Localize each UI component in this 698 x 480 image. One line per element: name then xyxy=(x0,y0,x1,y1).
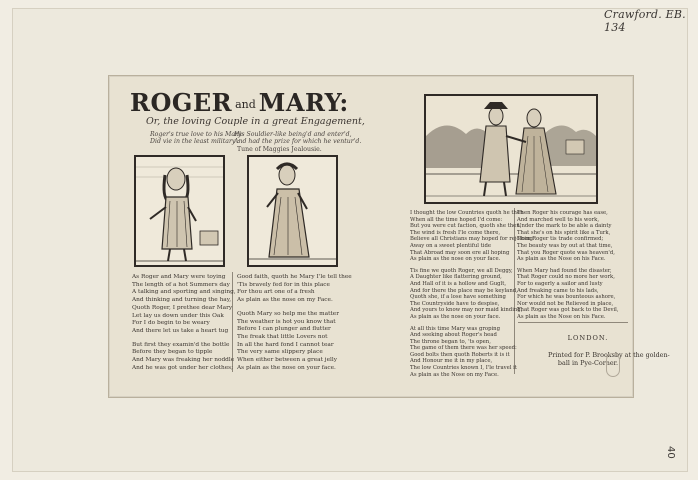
woodcut-roger xyxy=(134,155,225,267)
verse-line: In all the hard fond I cannot tear xyxy=(237,341,334,348)
verse-line: That she's on his spirit like a Turk, xyxy=(517,229,611,236)
verse-line: As plain as the Nose on his Face. xyxy=(517,313,606,320)
couple-scene-image xyxy=(426,96,596,202)
verse-line: As plain as the nose on your face. xyxy=(410,313,501,320)
verse-line: And thinking and turning the hay, xyxy=(132,297,232,304)
verse-line: Then Roger tis trade confirmed; xyxy=(517,236,604,243)
verse-line: As plain as the nose on your face. xyxy=(237,364,336,371)
verse-line: But you were cut faction, quoth she then, xyxy=(410,223,522,230)
verse-line: Under the mark to be able a dainty xyxy=(517,223,612,230)
verse-line: Before I can plunger and flutter xyxy=(237,326,331,333)
verse-line: Before they began to tipple xyxy=(132,349,213,356)
verse-line: The Countryside have to despise, xyxy=(410,300,500,307)
verse-line: The game of them there was her speed: xyxy=(410,345,517,352)
verse-line: That Roger could no more her work, xyxy=(517,274,615,281)
verse-column-2 xyxy=(237,274,352,372)
verse-line: Believe all Christians may hoped for rejoicing xyxy=(410,236,533,243)
verse-line: As plain as the nose on your face. xyxy=(410,256,501,263)
verse-line: And Mary was freaking her noddle xyxy=(132,357,235,364)
verse-line: A talking and sporting and singing, xyxy=(132,289,236,296)
verse-line: Tis fine we quoth Roger, we all Deggy, xyxy=(410,267,513,274)
broadside-subtitle: Or, the loving Couple in a great Engagement, xyxy=(146,116,365,127)
verse-line: The freak that little Lovers not xyxy=(237,333,328,340)
verse-line: And Hall of it is a hollow and Guglt, xyxy=(410,280,507,287)
verse-line: Good faith, quoth he Mary I'le tell thee xyxy=(237,274,352,280)
mary-figure-image xyxy=(249,157,336,265)
imprint-city: LONDON. xyxy=(567,334,609,342)
verse-line: The throne began to, 'ts open, xyxy=(410,338,491,345)
verse-line: And freaking came to his lads, xyxy=(517,287,599,294)
verse-line: As Roger and Mary were toying xyxy=(132,274,226,280)
verse-line: And yours to know may nor maid kinding, xyxy=(410,307,523,314)
imprint-line: ball in Pye-Corner. xyxy=(557,359,619,367)
verse-line: But first they examin'd the bottle xyxy=(132,341,230,348)
verse-line: And for there the place may be keyland, xyxy=(410,287,518,294)
verse-line: The beauty was by out at that time, xyxy=(517,242,613,249)
verse-head-right xyxy=(234,131,361,146)
imprint-line: Printed for P. Brooksby at the golden- xyxy=(548,351,670,359)
verse-column-1 xyxy=(132,274,236,372)
verse-head-left-line: Did vie in the least military : xyxy=(150,138,240,146)
verse-head-right-line: And had the prize for which he ventur'd. xyxy=(234,138,362,146)
verse-line: Quoth Roger, I prethee dear Mary xyxy=(132,304,233,311)
verse-line: The low Countries known I, I'le travel it xyxy=(410,365,517,372)
library-stamp-icon xyxy=(606,353,620,377)
verse-line: Away on a sweet plentiful tide xyxy=(410,242,491,249)
verse-line: That Roger was got back to the Devil, xyxy=(517,307,619,314)
verse-line: For to eagerly a sailor and lusty xyxy=(517,280,603,287)
title-roger: ROGER xyxy=(130,88,233,117)
woodcut-couple xyxy=(424,94,598,204)
title-and: and xyxy=(235,98,256,111)
verse-line: Quoth Mary so help me the matter xyxy=(237,310,339,317)
title-mary: MARY: xyxy=(258,88,349,117)
verse-line: When either between a great jelly xyxy=(237,357,338,364)
verse-line: 'Tis bravely fed for in this place xyxy=(237,281,330,288)
verse-line: The length of a hot Summers day xyxy=(132,281,230,288)
verse-line: I thought the low Countries quoth he then xyxy=(410,210,524,216)
catalog-mark: Crawford. EB. 134 xyxy=(604,8,686,34)
verse-line: And he was got under her clothes; xyxy=(132,364,234,371)
verse-column-3 xyxy=(410,210,533,378)
verse-line: And Honour me it in my place, xyxy=(410,358,493,365)
imprint-rule xyxy=(518,322,628,323)
verse-line: For I do begin to be weary xyxy=(132,320,210,327)
verse-line: Nor would not be Relieved in place, xyxy=(517,300,614,307)
broadside-title xyxy=(130,88,349,117)
verse-line: A Daughter like flattering ground, xyxy=(410,274,502,281)
verse-line: When all the time hoped I'd come: xyxy=(410,216,503,223)
verse-line: That you Roger quote was heaven'd, xyxy=(517,249,615,256)
tune-line: Tune of Maggies Jealousie. xyxy=(237,146,322,153)
verse-line: Let lay us down under this Oak xyxy=(132,312,224,319)
verse-line: And marched well to his work, xyxy=(517,216,600,223)
verse-head-left-line: Roger's true love to his Mary xyxy=(150,131,242,138)
edge-number: 40 xyxy=(665,446,676,459)
woodcut-mary xyxy=(247,155,338,267)
verse-line: At all this time Mary was groping xyxy=(410,325,500,332)
verse-line: The very same slippery place xyxy=(237,349,323,356)
verse-line: And seeking about Roger's head xyxy=(410,332,497,339)
verse-line: Quoth she, if a lose have something xyxy=(410,294,506,301)
verse-line: As plain as the nose on my Face. xyxy=(237,297,333,304)
verse-line: And there let us take a heart tug xyxy=(132,327,229,334)
verse-head-left xyxy=(150,131,241,146)
verse-line: As plain as the Nose on his Face. xyxy=(517,256,606,263)
verse-line: As plain as the Nose on my Face. xyxy=(410,371,499,378)
verse-line: The wind is fresh I'le come there, xyxy=(410,229,501,236)
verse-line: For which he was bounteous ashore, xyxy=(517,294,616,301)
verse-head-right-line: His Souldier-like being'd and enter'd, xyxy=(234,131,352,138)
verse-line: That Abroad may soon ere all hoping xyxy=(410,249,510,256)
roger-figure-image xyxy=(136,157,223,265)
verse-line: Then Roger his courage has ease, xyxy=(517,210,608,216)
verse-line: Good bolts then quoth Roberts it is it xyxy=(410,351,510,358)
verse-line: For thou art one of a fresh xyxy=(237,289,315,296)
verse-column-4 xyxy=(517,210,619,321)
verse-line: The weather is hot you know that xyxy=(237,318,336,325)
verse-line: When Mary had found the disaster, xyxy=(517,267,612,274)
